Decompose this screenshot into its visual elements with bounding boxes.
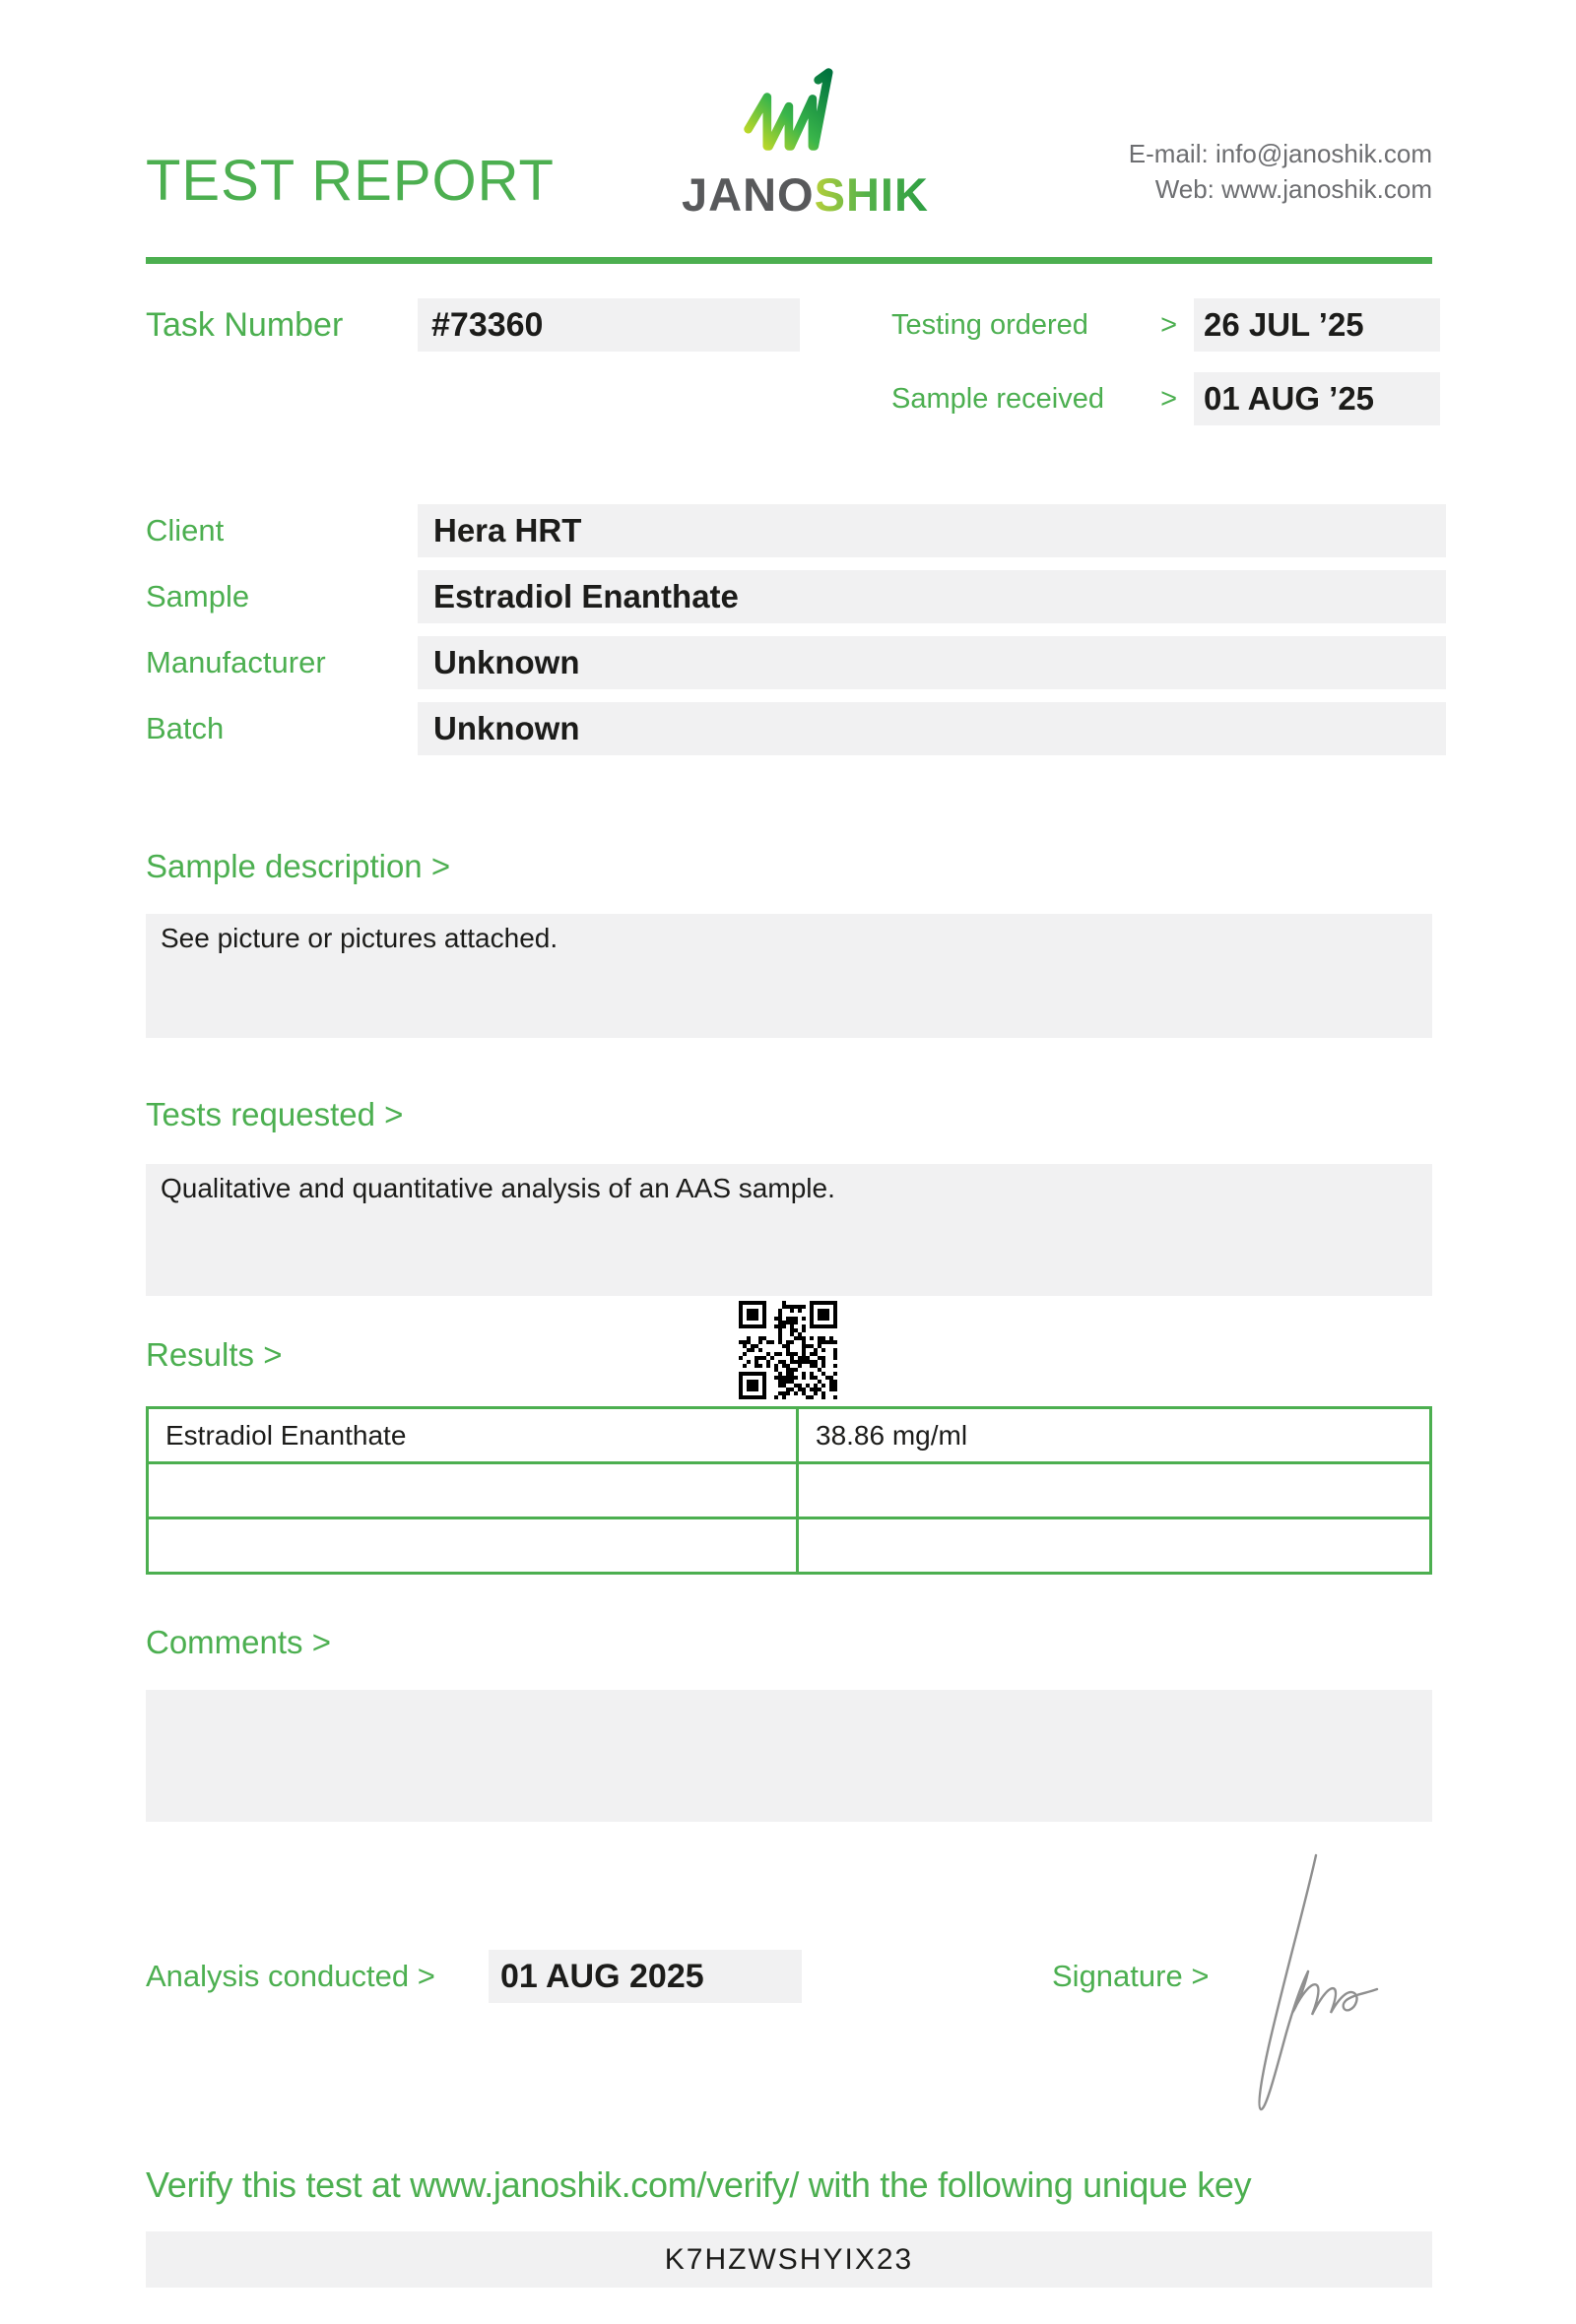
comments-heading: Comments > [146, 1624, 331, 1660]
results-heading: Results > [146, 1336, 283, 1373]
testing-ordered-text: Testing ordered [891, 308, 1088, 341]
verify-key: K7HZWSHYIX23 [146, 2231, 1432, 2288]
result-substance-cell [149, 1464, 799, 1517]
result-substance-cell [149, 1519, 799, 1572]
web-label: Web: [1154, 174, 1215, 204]
batch-label: Batch [146, 711, 225, 745]
sample-received-value: 01 AUG ’25 [1194, 372, 1440, 425]
manufacturer-value: Unknown [418, 636, 1446, 689]
header-divider [146, 257, 1432, 264]
email-label: E-mail: [1128, 139, 1209, 168]
sample-description-body: See picture or pictures attached. [146, 914, 1432, 1038]
web-value: www.janoshik.com [1221, 174, 1432, 204]
sample-received-label [891, 372, 1177, 425]
growth-chart-icon [739, 61, 833, 164]
result-substance-cell: Estradiol Enanthate [149, 1409, 799, 1461]
email-value: info@janoshik.com [1215, 139, 1432, 168]
result-value-cell [799, 1519, 1429, 1572]
task-number-value: #73360 [418, 298, 800, 352]
comments-body [146, 1690, 1432, 1822]
logo-wordmark [682, 167, 929, 222]
qr-code-icon [739, 1301, 837, 1399]
arrow-glyph: > [1160, 382, 1177, 415]
logo-jano: JANO [682, 168, 815, 221]
page-title: TEST REPORT [146, 149, 555, 213]
arrow-glyph: > [1160, 308, 1177, 341]
logo-shik: SHIK [814, 168, 929, 221]
verify-instruction: Verify this test at www.janoshik.com/verify/ with the following unique key [146, 2164, 1252, 2205]
contact-web-line [1129, 171, 1432, 207]
table-row [149, 1519, 1429, 1572]
contact-email-line [1129, 136, 1432, 171]
table-row [149, 1409, 1429, 1464]
signature-icon [1233, 1849, 1381, 2122]
analysis-conducted-label: Analysis conducted > [146, 1959, 435, 1993]
testing-ordered-label [891, 298, 1177, 352]
results-table [146, 1406, 1432, 1575]
manufacturer-label: Manufacturer [146, 645, 326, 679]
client-label: Client [146, 513, 225, 548]
task-number-label: Task Number [146, 306, 344, 344]
sample-received-text: Sample received [891, 382, 1104, 415]
sample-value: Estradiol Enanthate [418, 570, 1446, 623]
tests-requested-heading: Tests requested > [146, 1096, 404, 1132]
table-row [149, 1464, 1429, 1519]
sample-description-heading: Sample description > [146, 848, 451, 884]
testing-ordered-value: 26 JUL ’25 [1194, 298, 1440, 352]
signature-label: Signature > [1052, 1959, 1210, 1993]
analysis-conducted-value: 01 AUG 2025 [489, 1950, 802, 2003]
result-value-cell [799, 1464, 1429, 1517]
client-value: Hera HRT [418, 504, 1446, 557]
batch-value: Unknown [418, 702, 1446, 755]
contact-block [1129, 136, 1432, 207]
result-value-cell: 38.86 mg/ml [816, 1420, 968, 1451]
tests-requested-body: Qualitative and quantitative analysis of an AAS sample. [146, 1164, 1432, 1296]
sample-label: Sample [146, 579, 250, 613]
